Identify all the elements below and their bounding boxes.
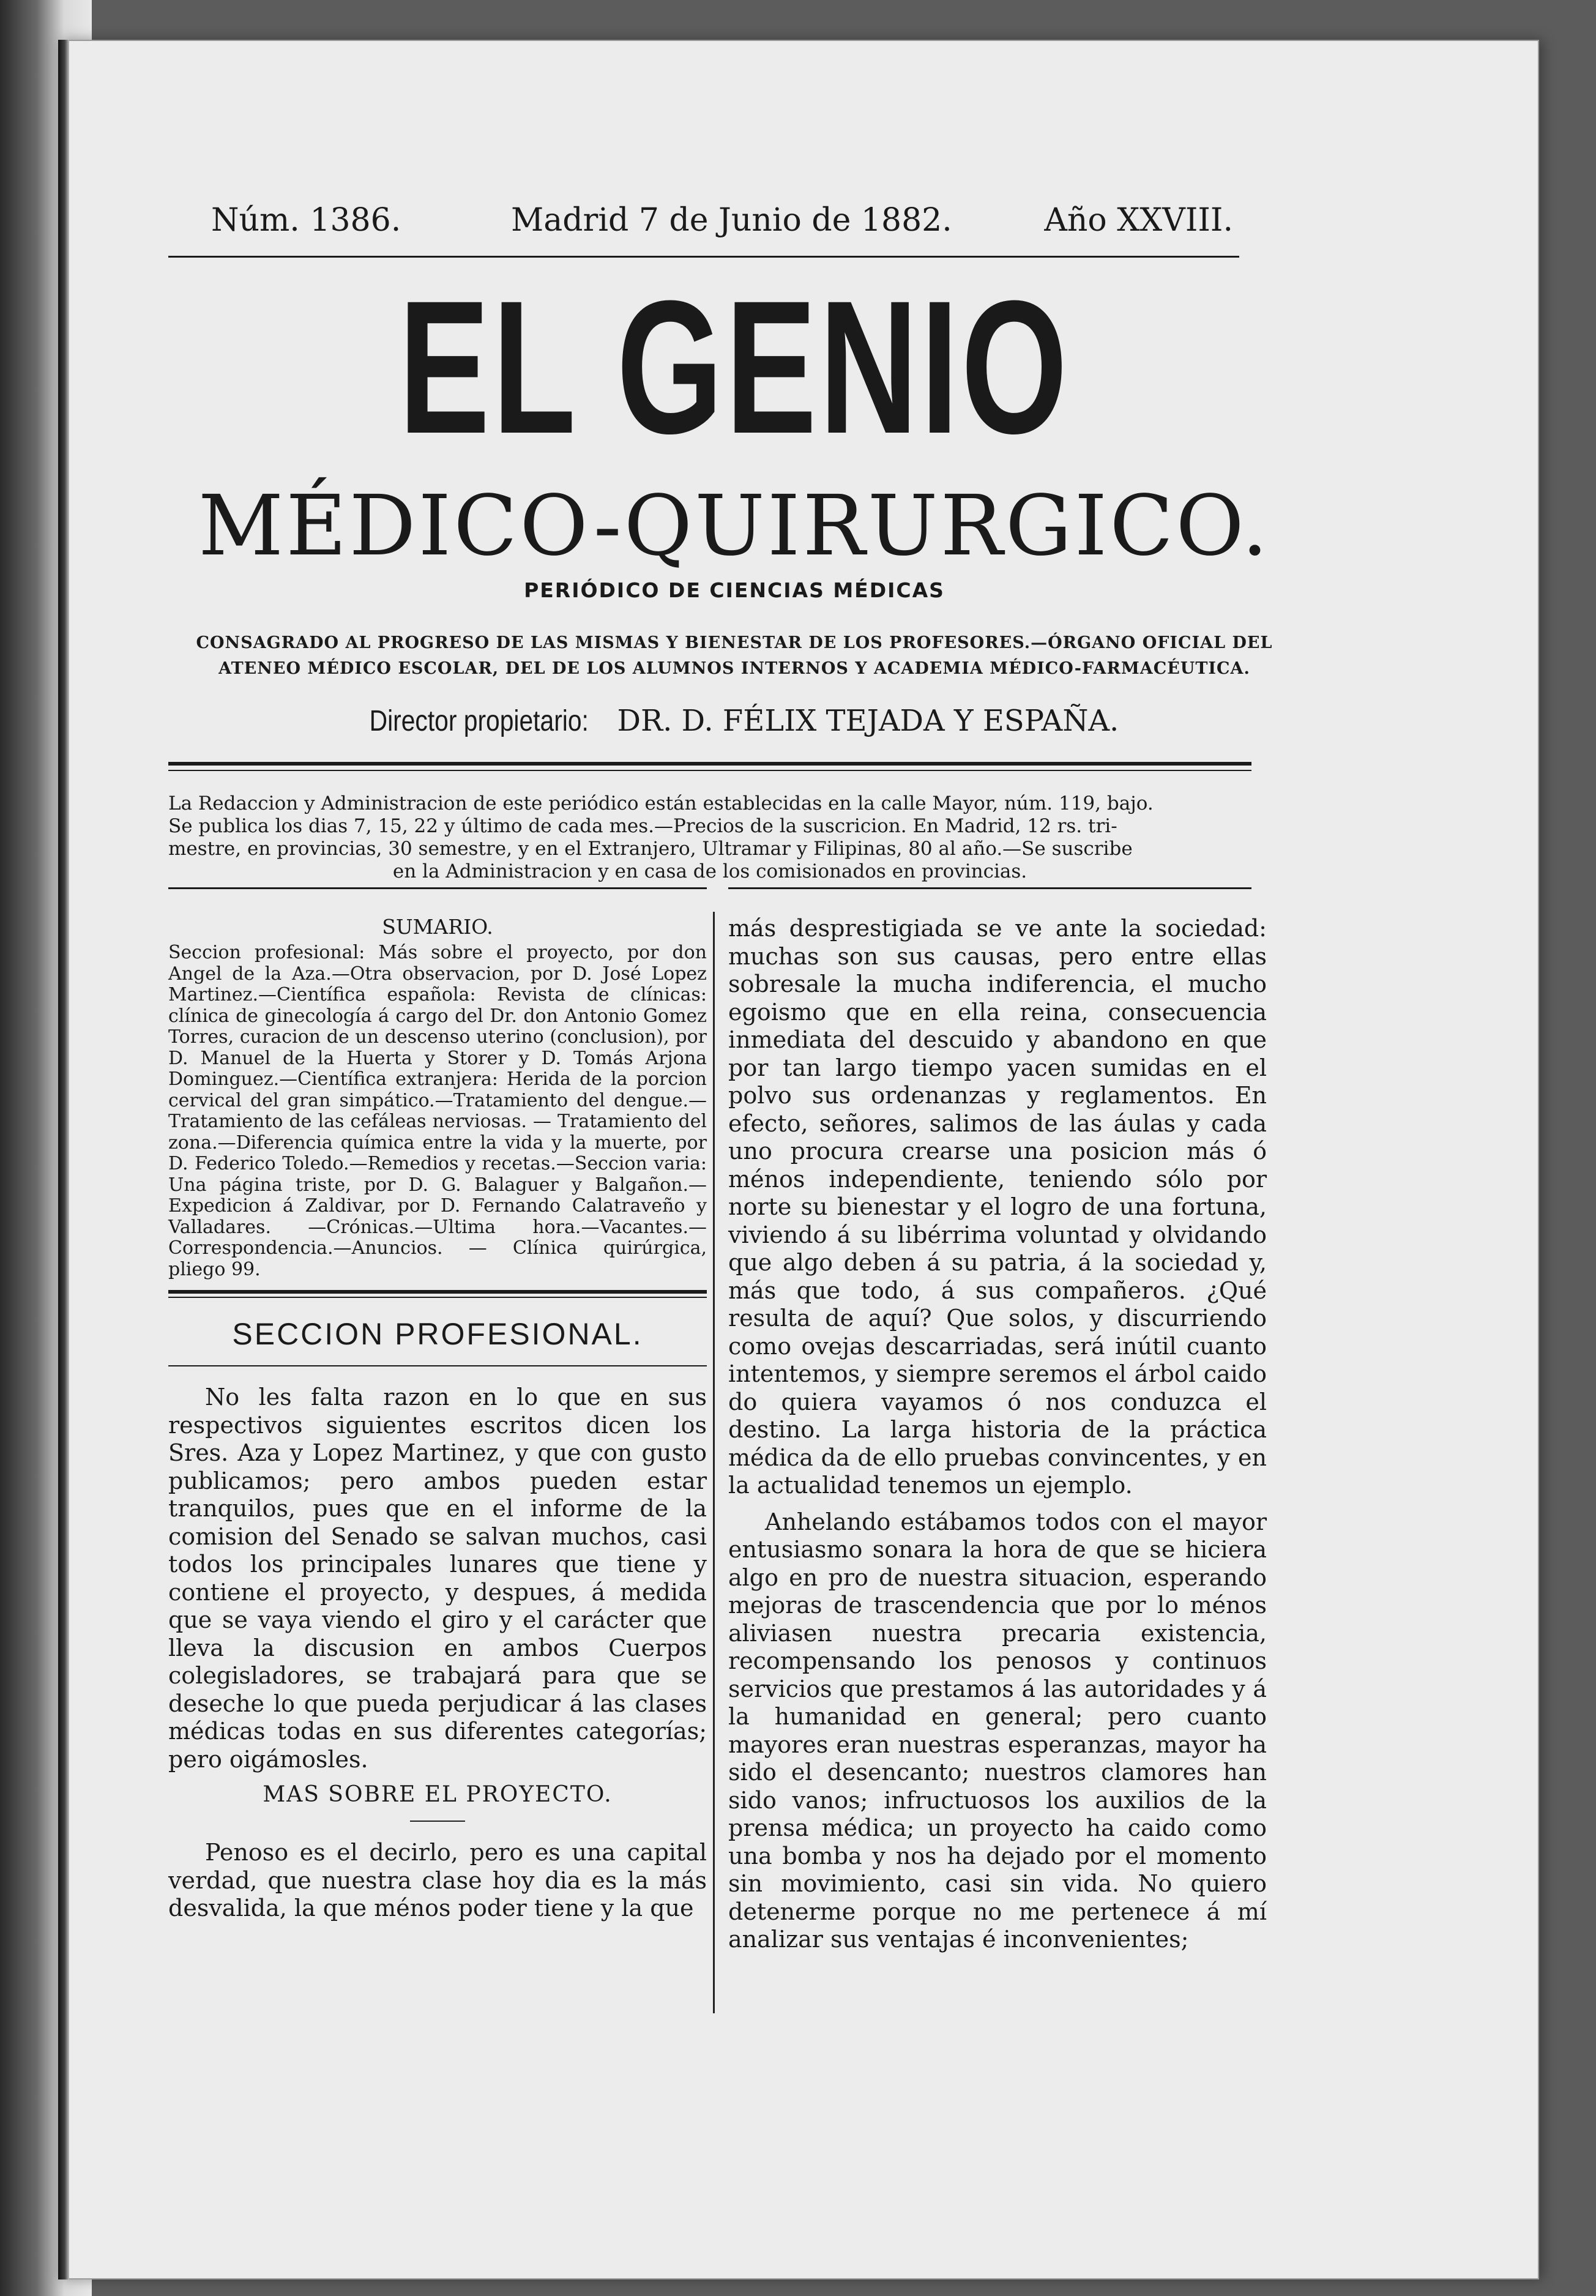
director-label: Director propietario: [369,705,589,737]
masthead-rule [168,256,1239,258]
section-heading: SECCION PROFESIONAL. [232,1317,643,1351]
right-column [728,915,1267,1954]
admin-line-1: La Redaccion y Administracion de este periódico están establecidas en la calle Mayor, núm. 119, bajo. [168,792,1154,814]
header-double-rule-bottom [168,770,1251,771]
newspaper-subtitle: MÉDICO-QUIRURGICO. [198,478,1271,575]
director-name: DR. D. FÉLIX TEJADA Y ESPAÑA. [617,704,1119,738]
article-paragraph-2: Anhelando estábamos todos con el mayor entusiasmo sonara la hora de que se hiciera algo en pro de nuestra situacion, esperando mejoras de trascendencia que por lo ménos aliviasen nuestra precaria existencia, recompensando los penosos y continuos servicios que prestamos á las autoridades y á la humanidad en general; pero cuanto mayores eran nuestras esperanzas, mayor ha sido el desencanto; nuestros clamores han sido vanos; infructuosos los auxilios de la prensa médica; un proyecto ha caido como una bomba y nos ha dejado por el momento sin movimiento, casi sin vida. No quiero detenerme porque no me pertenece á mí analizar sus ventajas é inconvenientes; [728,1508,1267,1953]
sumario-body: Seccion profesional: Más sobre el proyecto, por don Angel de la Aza.—Otra observacion, por D. José Lopez Martinez.—Científica española: Revista de clínicas: clínica de ginecología á cargo del Dr. don Antonio Gomez Torres, curacion de un descenso uterino (conclusion), por D. Manuel de la Huerta y Storer y D. Tomás Arjona Dominguez.—Científica extranjera: Herida de la porcion cervical del gran simpático.—Tratamiento del dengue.—Tratamiento de las cefáleas nerviosas. — Tratamiento del zona.—Diferencia química entre la vida y la muerte, por D. Federico Toledo.—Remedios y recetas.—Seccion varia: Una página triste, por D. G. Balaguer y Balgañon.—Expedicion á Zaldivar, por D. Fernando Calatraveño y Valladares. —Crónicas.—Ultima hora.—Vacantes.—Correspondencia.—Anuncios. — Clínica quirúrgica, pliego 99. [168,942,707,1280]
header-double-rule-top [168,762,1251,766]
director-line [184,704,1285,738]
issue-date: Madrid 7 de Junio de 1882. [511,202,952,239]
editorial-intro: No les falta razon en lo que en sus respectivos siguientes escritos dicen los Sres. Aza y Lopez Martinez, y que con gusto publicamos; pero ambos pueden estar tranquilos, pues que en el informe de la comision del Senado se salvan muchos, casi todos los principales lunares que tiene y contiene el proyecto, y despues, á medida que se vaya viendo el giro y el carácter que lleva la discusion en ambos Cuerpos colegisladores, se trabajará para que se deseche lo que pueda perjudicar á las clases médicas todas en sus diferentes categorías; pero oigámosles. [168,1384,707,1773]
left-column [168,915,707,1923]
issue-number: Núm. 1386. [211,202,401,239]
article-continuation: más desprestigiada se ve ante la sociedad: muchas son sus causas, pero entre ellas sobresale la mucha indiferencia, el mucho egoismo que en ella reina, consecuencia inmediata del descuido y abandono en que por tan largo tiempo yacen sumidas en el polvo sus ordenanzas y reglamentos. En efecto, señores, salimos de las áulas y cada uno procura crearse una posicion más ó ménos independiente, teniendo sólo por norte su bienestar y el logro de una fortuna, viviendo á su libérrima voluntad y olvidando que algo deben á su patria, á la sociedad y, más que todo, á sus compañeros. ¿Qué resulta de aquí? Que solos, y discurriendo como ovejas descarriadas, será inútil cuanto intentemos, y siempre seremos el árbol caido do quiera vayamos ó nos conduzca el destino. La larga historia de la práctica médica da de ello pruebas convincentes, y en la actualidad tenemos un ejemplo. [728,915,1267,1499]
newspaper-title: EL GENIO [398,261,1070,473]
dedication-line-1: CONSAGRADO AL PROGRESO DE LAS MISMAS Y BIENESTAR DE LOS PROFESORES.—ÓRGANO OFICIAL DEL [196,633,1273,652]
admin-line-4: en la Administracion y en casa de los comisionados en provincias. [392,860,1027,882]
sumario-heading: SUMARIO. [382,915,493,939]
article-start: Penoso es el decirlo, pero es una capital verdad, que nuestra clase hoy dia es la más desvalida, la que ménos poder tiene y la que [168,1839,707,1921]
article-subheading: MAS SOBRE EL PROYECTO. [263,1782,613,1807]
dedication-text [184,630,1285,682]
dedication-line-2: ATENEO MÉDICO ESCOLAR, DEL DE LOS ALUMNOS INTERNOS Y ACADEMIA MÉDICO-FARMACÉUTICA. [218,659,1250,678]
admin-line-2: Se publica los dias 7, 15, 22 y último de cada mes.—Precios de la suscricion. En Madrid, 12 rs. tri- [168,815,1117,837]
admin-rule-left [168,887,707,889]
masthead-info [211,202,1233,251]
column-divider [713,912,715,2013]
admin-rule-right [728,887,1251,889]
page-spine-edge [58,40,69,2279]
issue-year: Año XXVIII. [1044,202,1233,239]
admin-line-3: mestre, en provincias, 30 semestre, y en el Extranjero, Ultramar y Filipinas, 80 al año.—Se suscribe [168,838,1133,860]
newspaper-tagline: PERIÓDICO DE CIENCIAS MÉDICAS [524,578,945,602]
administration-notice [168,792,1251,883]
